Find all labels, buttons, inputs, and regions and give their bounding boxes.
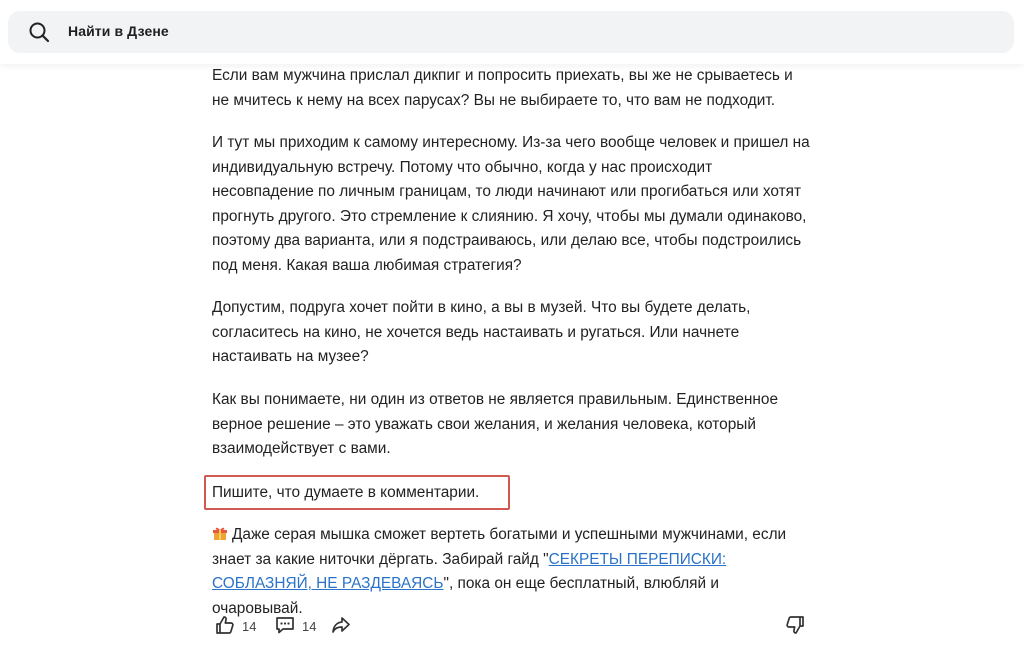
article-paragraph: Если вам мужчина прислал дикпиг и попросить приехать, вы же не срываетесь и не мчитесь к нему на всех парусах? Вы не выбираете то, что вам не подходит. — [212, 67, 793, 109]
top-bar — [0, 0, 1024, 64]
promo-text-end: ", пока он еще бесплатный, влюбляй и очаровывай. — [212, 575, 719, 617]
search-bar[interactable] — [8, 11, 1014, 53]
article-paragraph: Допустим, подруга хочет пойти в кино, а вы в музей. Что вы будете делать, согласитесь на кино, не хочется ведь настаивать и ругаться. Или начнете настаивать на музее? — [212, 299, 751, 366]
share-icon — [330, 614, 352, 636]
search-label[interactable]: Найти в Дзене — [68, 23, 169, 39]
thumbs-down-icon — [784, 614, 806, 636]
thumbs-up-icon — [214, 614, 236, 636]
highlight-annotation — [204, 475, 510, 510]
search-icon[interactable] — [28, 21, 50, 43]
guide-link[interactable]: СЕКРЕТЫ ПЕРЕПИСКИ: СОБЛАЗНЯЙ, НЕ РАЗДЕВАЯСЬ — [212, 550, 727, 593]
comment-call-paragraph: Пишите, что думаете в комментарии. — [212, 484, 480, 501]
comment-count: 14 — [302, 618, 317, 634]
comment-button[interactable] — [274, 614, 316, 636]
like-button[interactable] — [214, 614, 256, 636]
gift-icon — [212, 525, 228, 541]
comment-icon — [274, 614, 296, 636]
article-paragraph: И тут мы приходим к самому интересному. Из-за чего вообще человек и пришел на индивидуальную встречу. Потому что обычно, когда у нас происходит несовпадение по личным границам, то люди начинают или прогибаться или хотят прогнуть другого. Это стремление к слиянию. Я хочу, чтобы мы думали одинаково, поэтому два варианта, или я подстраиваюсь, или делаю все, чтобы подстроились под меня. Какая ваша любимая стратегия? — [212, 134, 810, 274]
article-actions — [212, 614, 812, 642]
dislike-button[interactable] — [784, 614, 806, 636]
promo-paragraph — [212, 523, 812, 621]
article-paragraph: Как вы понимаете, ни один из ответов не является правильным. Единственное верное решение – это уважать свои желания, и желания человека, который взаимодействует с вами. — [212, 391, 779, 458]
promo-text: Даже серая мышка сможет вертеть богатыми и успешными мужчинами, если знает за какие ниточки дёргать. Забирай гайд " — [212, 526, 787, 568]
like-count: 14 — [242, 618, 257, 634]
share-button[interactable] — [330, 614, 352, 636]
